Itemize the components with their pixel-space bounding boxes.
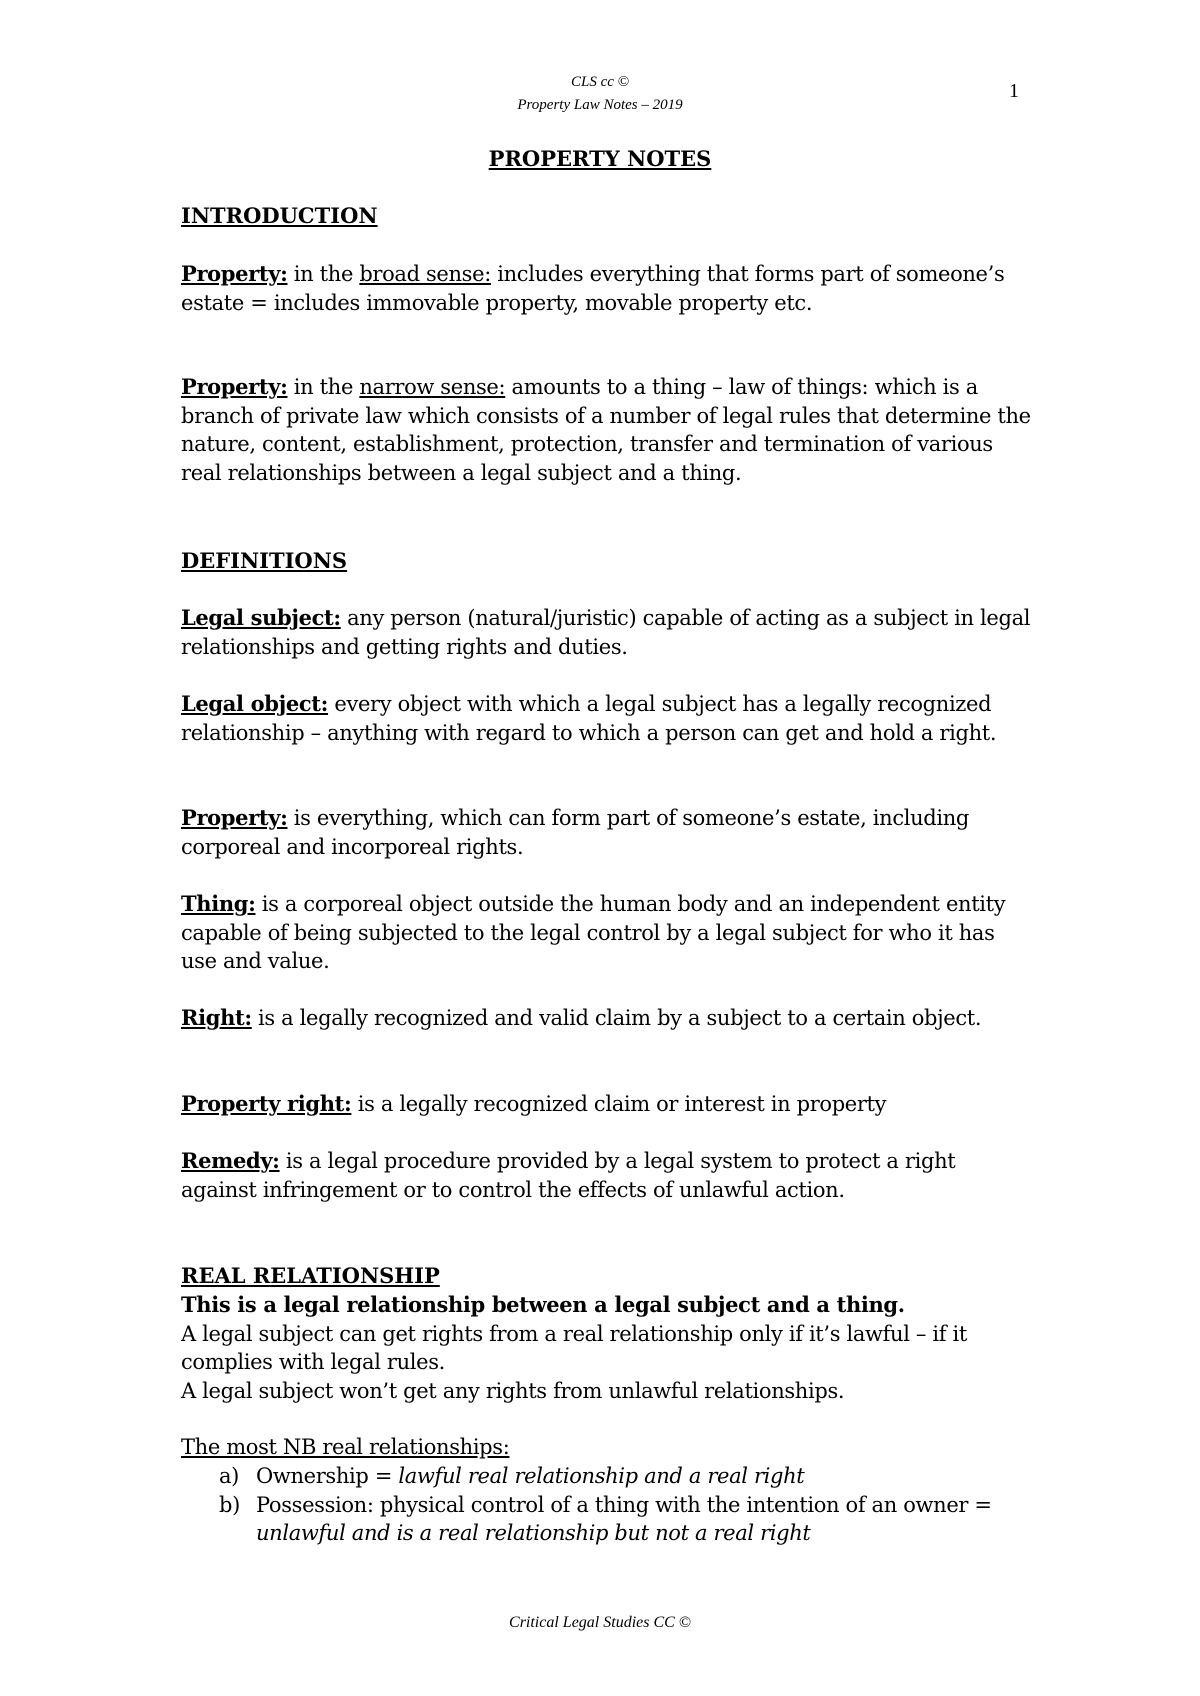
real-relationships-list [181,1462,1036,1548]
term-label: Property: [181,261,288,286]
definition-text: is everything, which can form part of someone’s estate, including corporeal and incorporeal rights. [181,806,969,859]
definition-text: is a legal procedure provided by a legal system to protect a right against infringement or to control the effects of unlawful action. [181,1149,956,1202]
term-label: Property: [181,374,288,399]
definition-text: is a legally recognized and valid claim by a subject to a certain object. [251,1006,982,1030]
text-span: in the [287,375,360,399]
real-relationship-lawful-text: A legal subject can get rights from a real relationship only if it’s lawful – if it complies with legal rules. [181,1321,967,1374]
real-relationship-unlawful-text: A legal subject won’t get any rights from unlawful relationships. [181,1378,845,1403]
definition-property [181,804,1036,861]
list-item-italic: lawful real relationship and a real right [398,1464,805,1488]
definition-text: includes everything that forms part of someone’s estate = includes immovable property, movable property etc. [181,262,1005,315]
definition-text: is a corporeal object outside the human body and an independent entity capable of being subjected to the legal control by a legal subject for who it has use and value. [181,892,1006,973]
term-label: Legal object: [181,691,329,716]
definition-text: every object with which a legal subject has a legally recognized relationship – anything with regard to which a person can get and hold a right. [181,692,997,745]
section-heading-introduction: INTRODUCTION [181,203,378,228]
term-label: Property right: [181,1091,352,1116]
intro-paragraph-broad [181,260,1036,317]
real-relationship-definition: This is a legal relationship between a legal subject and a thing. [181,1292,905,1317]
list-marker: b) [219,1492,240,1517]
term-label: Remedy: [181,1148,280,1173]
list-item [181,1491,1036,1548]
header-line-2: Property Law Notes – 2019 [517,97,683,113]
list-item-text: Possession: physical control of a thing with the intention of an owner = [256,1492,992,1517]
page-number: 1 [1009,80,1019,102]
list-item [181,1462,1036,1491]
list-marker: a) [219,1464,240,1488]
definition-text: any person (natural/juristic) capable of acting as a subject in legal relationships and getting rights and duties. [181,606,1031,659]
definition-thing [181,890,1036,976]
list-item-text: Ownership = [256,1464,399,1488]
definition-right [181,1004,1036,1033]
list-item-italic: unlawful and is a real relationship but not a real right [256,1521,811,1545]
header-line-1: CLS cc © [570,74,630,90]
section-heading-real-relationship: REAL RELATIONSHIP [181,1263,440,1288]
sense-label: broad sense: [359,262,491,286]
definition-text: is a legally recognized claim or interest in property [351,1092,887,1116]
intro-paragraph-narrow [181,373,1036,487]
section-heading-definitions: DEFINITIONS [181,548,348,573]
definition-remedy [181,1147,1036,1204]
term-label: Thing: [181,891,256,916]
term-label: Property: [181,805,288,830]
document-title: PROPERTY NOTES [488,146,712,171]
sense-label: narrow sense: [359,375,506,399]
definition-property-right [181,1090,1036,1119]
real-relationships-list-title [181,1433,1036,1462]
list-title: The most NB real relationships: [181,1435,510,1459]
text-span: in the [287,262,360,286]
definition-legal-object [181,690,1036,747]
page-footer: Critical Legal Studies CC © [509,1614,691,1631]
term-label: Right: [181,1005,252,1030]
definition-text: amounts to a thing – law of things: which is a branch of private law which consists of a number of legal rules that determine the nature, content, establishment, protection, transfer and termination of various real relationships between a legal subject and a thing. [181,375,1031,485]
real-relationship-body [181,1291,1036,1405]
term-label: Legal subject: [181,605,341,630]
definition-legal-subject [181,604,1036,661]
